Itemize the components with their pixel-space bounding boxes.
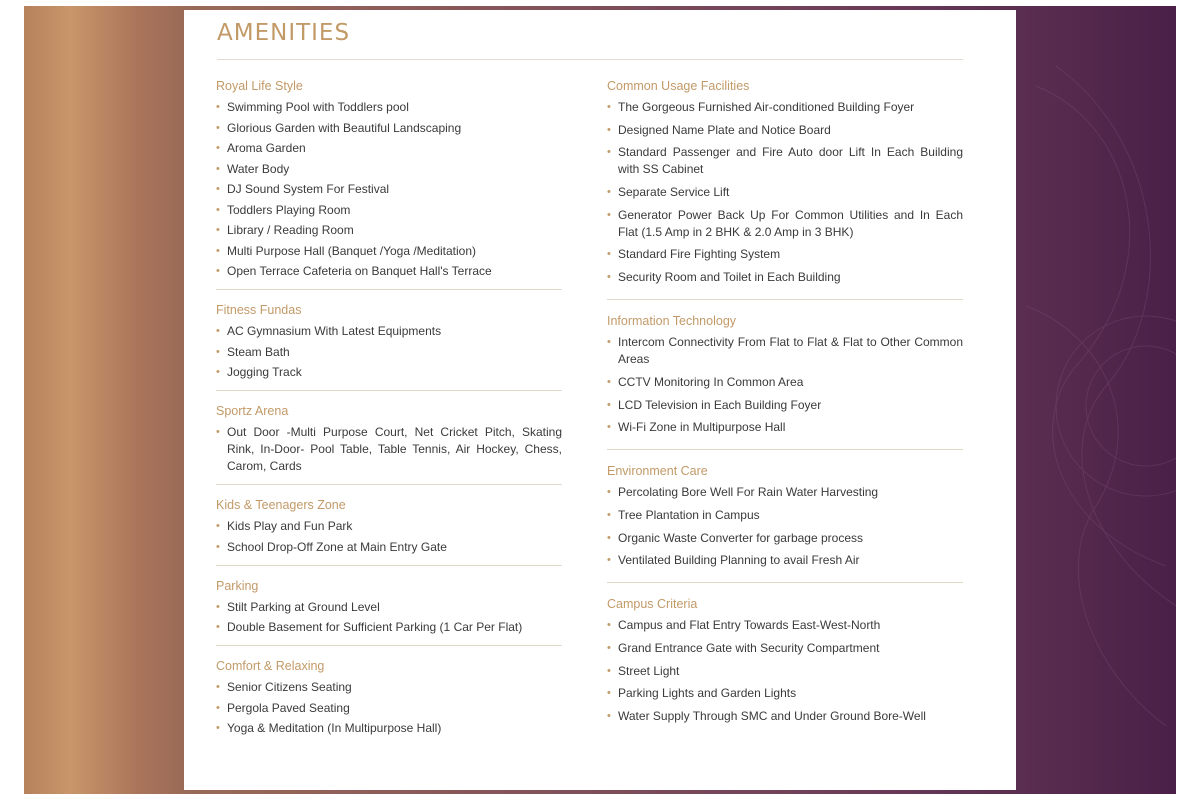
amenity-section (216, 565, 562, 637)
list-item-text: Campus and Flat Entry Towards East-West-North (618, 618, 881, 633)
list-item-text: Swimming Pool with Toddlers pool (227, 100, 409, 114)
bullet-icon: • (216, 325, 220, 337)
list-item-text: Water Body (227, 161, 290, 176)
bullet-icon: • (607, 271, 611, 284)
amenities-card (184, 10, 1016, 790)
bullet-icon: • (216, 244, 220, 257)
bullet-icon: • (216, 142, 220, 154)
list-item-text: AC Gymnasium With Latest Equipments (227, 324, 442, 338)
bullet-icon: • (216, 426, 220, 438)
bullet-icon: • (607, 531, 611, 544)
amenity-section (216, 645, 562, 737)
amenity-list (607, 617, 963, 725)
list-item-text: Jogging Track (227, 365, 302, 379)
list-item (216, 344, 562, 361)
list-item (607, 99, 963, 116)
list-item-text: Glorious Garden with Beautiful Landscaping (227, 120, 462, 135)
bullet-icon: • (607, 101, 611, 113)
amenity-list (607, 99, 963, 286)
list-item (607, 269, 963, 286)
list-item-text: Stilt Parking at Ground Level (227, 599, 380, 614)
list-item (216, 679, 562, 696)
list-item (607, 708, 963, 725)
bullet-icon: • (216, 101, 220, 113)
list-item-text: Separate Service Lift (618, 185, 730, 200)
bullet-icon: • (607, 421, 611, 434)
list-item-text: Senior Citizens Seating (227, 680, 352, 694)
list-item (607, 663, 963, 680)
list-item-text: Organic Waste Converter for garbage process (618, 530, 863, 545)
list-item (607, 617, 963, 634)
list-item-text: Percolating Bore Well For Rain Water Harvesting (618, 485, 879, 500)
bullet-icon: • (607, 248, 611, 261)
list-item-text: The Gorgeous Furnished Air-conditioned Building Foyer (618, 100, 915, 114)
section-title: Comfort & Relaxing (216, 659, 325, 673)
list-item (607, 144, 963, 178)
bullet-icon: • (216, 600, 220, 613)
list-item (607, 507, 963, 524)
list-item (607, 334, 963, 368)
list-item (216, 720, 562, 737)
section-title: Fitness Fundas (216, 303, 302, 317)
amenity-list (607, 334, 963, 436)
bullet-icon: • (216, 621, 220, 633)
list-item-text: Standard Fire Fighting System (618, 247, 781, 262)
amenity-section (216, 77, 562, 280)
bullet-icon: • (216, 722, 220, 734)
bullet-icon: • (607, 186, 611, 199)
amenity-section (607, 77, 963, 286)
amenity-list (216, 679, 562, 737)
bullet-icon: • (216, 345, 220, 358)
list-item (216, 120, 562, 137)
amenity-list (216, 323, 562, 381)
bullet-icon: • (607, 208, 611, 221)
list-item-text: CCTV Monitoring In Common Area (618, 374, 804, 389)
list-item (607, 207, 963, 241)
bullet-icon: • (216, 681, 220, 693)
list-item-text: Pergola Paved Seating (227, 700, 350, 715)
decorative-pattern-icon (1016, 6, 1176, 794)
amenity-section (216, 484, 562, 556)
bullet-icon: • (216, 121, 220, 134)
right-column (607, 77, 963, 731)
list-item-text: Double Basement for Sufficient Parking (1 Car Per Flat) (227, 620, 523, 634)
bullet-icon: • (216, 224, 220, 236)
list-item (216, 518, 562, 535)
list-item (216, 323, 562, 340)
list-item-text: Security Room and Toilet in Each Building (618, 270, 841, 285)
amenity-section (607, 449, 963, 569)
list-item-text: Multi Purpose Hall (Banquet /Yoga /Meditation) (227, 243, 477, 258)
bullet-icon: • (607, 710, 611, 722)
bullet-icon: • (607, 641, 611, 654)
list-item-text: Steam Bath (227, 344, 290, 359)
bullet-icon: • (607, 486, 611, 499)
bullet-icon: • (216, 265, 220, 277)
bullet-icon: • (216, 540, 220, 553)
list-item-text: School Drop-Off Zone at Main Entry Gate (227, 539, 447, 554)
list-item (216, 364, 562, 381)
list-item (607, 374, 963, 391)
list-item-text: Intercom Connectivity From Flat to Flat & Flat to Other Common Areas (618, 335, 963, 367)
list-item-text: LCD Television in Each Building Foyer (618, 397, 822, 412)
amenity-list (216, 599, 562, 637)
bullet-icon: • (216, 162, 220, 175)
list-item-text: Tree Plantation in Campus (618, 507, 760, 522)
page-title: AMENITIES (217, 20, 351, 46)
list-item-text: Toddlers Playing Room (227, 202, 351, 217)
amenity-list (216, 424, 562, 475)
bullet-icon: • (607, 146, 611, 159)
amenity-list (607, 484, 963, 569)
list-item-text: Water Supply Through SMC and Under Ground Bore-Well (618, 709, 926, 723)
section-title: Common Usage Facilities (607, 79, 750, 93)
list-item (607, 397, 963, 414)
bullet-icon: • (216, 701, 220, 714)
list-item (216, 181, 562, 198)
list-item (216, 99, 562, 116)
bullet-icon: • (216, 203, 220, 216)
bullet-icon: • (607, 336, 611, 349)
left-column (216, 77, 562, 741)
section-title: Kids & Teenagers Zone (216, 498, 346, 512)
bullet-icon: • (607, 375, 611, 388)
section-title: Parking (216, 578, 259, 593)
amenity-section (216, 289, 562, 381)
section-title: Information Technology (607, 314, 737, 329)
list-item-text: Open Terrace Cafeteria on Banquet Hall's Terrace (227, 264, 492, 278)
list-item (216, 619, 562, 636)
list-item-text: Parking Lights and Garden Lights (618, 686, 797, 701)
bullet-icon: • (607, 619, 611, 632)
list-item-text: Generator Power Back Up For Common Utilities and In Each Flat (1.5 Amp in 2 BHK & 2.0 Amp in 3 BHK) (618, 207, 963, 239)
bullet-icon: • (607, 664, 611, 677)
list-item (607, 484, 963, 501)
bullet-icon: • (607, 554, 611, 567)
list-item (607, 640, 963, 657)
section-title: Environment Care (607, 464, 708, 479)
amenity-list (216, 518, 562, 556)
list-item-text: Ventilated Building Planning to avail Fresh Air (618, 553, 860, 568)
list-item (216, 140, 562, 157)
list-item-text: Aroma Garden (227, 141, 306, 155)
bullet-icon: • (607, 123, 611, 136)
list-item (216, 700, 562, 717)
list-item-text: Kids Play and Fun Park (227, 519, 353, 533)
bullet-icon: • (216, 366, 220, 378)
bullet-icon: • (607, 508, 611, 521)
bullet-icon: • (216, 520, 220, 532)
list-item (216, 539, 562, 556)
section-title: Sportz Arena (216, 404, 289, 418)
list-item-text: Out Door -Multi Purpose Court, Net Cricket Pitch, Skating Rink, In-Door- Pool Table, Table Tennis, Air Hockey, Chess, Carom, Cards (227, 425, 562, 473)
section-title: Campus Criteria (607, 597, 698, 612)
list-item-text: Grand Entrance Gate with Security Compartment (618, 640, 880, 655)
list-item-text: Yoga & Meditation (In Multipurpose Hall) (227, 721, 442, 735)
section-title: Royal Life Style (216, 79, 303, 93)
list-item (216, 161, 562, 178)
title-divider (217, 59, 963, 60)
list-item-text: Wi-Fi Zone in Multipurpose Hall (618, 420, 786, 435)
list-item (216, 202, 562, 219)
list-item-text: Library / Reading Room (227, 223, 354, 237)
amenity-section (607, 582, 963, 725)
list-item-text: Street Light (618, 663, 680, 678)
list-item (216, 222, 562, 239)
list-item (216, 424, 562, 475)
amenity-list (216, 99, 562, 280)
list-item-text: DJ Sound System For Festival (227, 182, 390, 196)
bullet-icon: • (216, 183, 220, 195)
bullet-icon: • (607, 687, 611, 700)
list-item (607, 184, 963, 201)
list-item (607, 419, 963, 436)
list-item (607, 685, 963, 702)
list-item (607, 530, 963, 547)
list-item (216, 263, 562, 280)
list-item (216, 599, 562, 616)
list-item (607, 122, 963, 139)
list-item-text: Designed Name Plate and Notice Board (618, 122, 831, 137)
amenity-section (216, 390, 562, 475)
bullet-icon: • (607, 398, 611, 411)
list-item (216, 243, 562, 260)
background-frame (24, 6, 1176, 794)
list-item (607, 246, 963, 263)
list-item-text: Standard Passenger and Fire Auto door Lift In Each Building with SS Cabinet (618, 145, 963, 177)
amenity-section (607, 299, 963, 436)
list-item (607, 552, 963, 569)
